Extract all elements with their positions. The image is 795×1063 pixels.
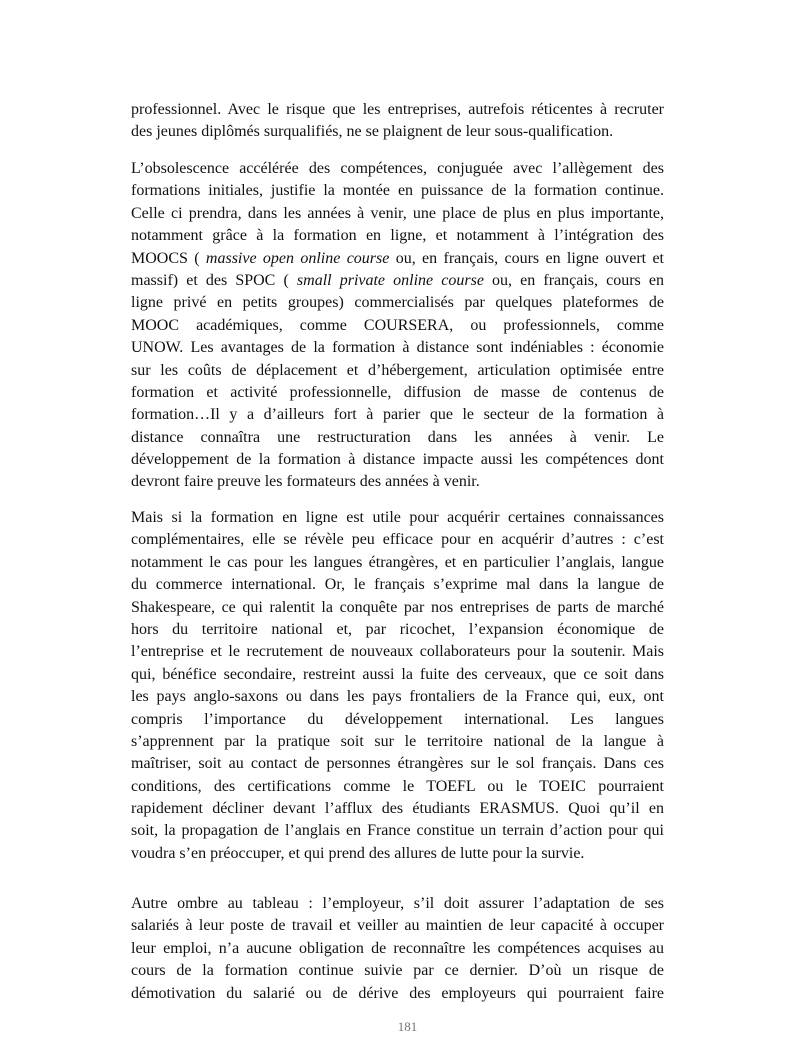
text-line: MOOC académiques, comme COURSERA, ou professionnels, comme — [131, 316, 664, 334]
paragraph — [131, 99, 664, 144]
text-line: l’entreprise et le recrutement de nouveaux collaborateurs pour la soutenir. Mais — [131, 643, 664, 661]
text-line: voudra s’en préoccuper, et qui prend des allures de lutte pour la survie. — [131, 844, 585, 862]
text-line: notamment le cas pour les langues étrangères, et en particulier l’anglais, langue — [131, 553, 664, 571]
text-line: des jeunes diplômés surqualifiés, ne se plaignent de leur sous-qualification. — [131, 123, 614, 141]
text-line: salariés à leur poste de travail et veiller au maintien de leur capacité à occuper — [131, 917, 664, 935]
text-line: notamment grâce à la formation en ligne, et notamment à l’intégration des — [131, 227, 664, 245]
text-line: devront faire preuve les formateurs des années à venir. — [131, 473, 480, 491]
text-line: massif) et des SPOC ( small private online course ou, en français, cours en — [131, 271, 665, 289]
italic-term: massive open online course — [205, 249, 390, 267]
page-number: 181 — [397, 1019, 418, 1034]
text-line: compris l’importance du développement international. Les langues — [131, 710, 664, 728]
text-line: du commerce international. Or, le français s’exprime mal dans la langue de — [131, 576, 664, 594]
text-line: développement de la formation à distance impacte aussi les compétences dont — [131, 451, 664, 469]
text-line: sur les coûts de déplacement et d’hébergement, articulation optimisée entre — [131, 361, 664, 379]
text-line: cours de la formation continue suivie par ce dernier. D’où un risque de — [131, 962, 664, 980]
text-line: L’obsolescence accélérée des compétences, conjuguée avec l’allègement des — [131, 160, 664, 177]
text-line: formation…Il y a d’ailleurs fort à parier que le secteur de la formation à — [131, 406, 664, 424]
text-line: démotivation du salarié ou de dérive des employeurs qui pourraient faire — [131, 984, 664, 1002]
text-line: soit, la propagation de l’anglais en France constitue un terrain d’action pour qui — [131, 822, 664, 840]
text-line: UNOW. Les avantages de la formation à distance sont indéniables : économie — [131, 339, 664, 357]
paragraph — [131, 158, 664, 494]
text-line: maîtriser, soit au contact de personnes étrangères sur le sol français. Dans ces — [131, 755, 664, 773]
text-line: Autre ombre au tableau : l’employeur, s’il doit assurer l’adaptation de ses — [131, 895, 664, 912]
text-line: les pays anglo-saxons ou dans les pays frontaliers de la France qui, eux, ont — [131, 688, 664, 706]
text-line: distance connaîtra une restructuration dans les années à venir. Le — [131, 428, 664, 446]
text-line: qui, bénéfice secondaire, restreint aussi la fuite des cerveaux, que ce soit dans — [131, 665, 664, 683]
text-line: formation et activité professionnelle, diffusion de masse de contenus de — [131, 383, 664, 401]
text-line: Mais si la formation en ligne est utile pour acquérir certaines connaissances — [131, 509, 664, 526]
text-line: complémentaires, elle se révèle peu efficace pour en acquérir d’autres : c’est — [131, 531, 664, 549]
text-line: hors du territoire national et, par ricochet, l’expansion économique de — [131, 620, 664, 638]
paragraph — [131, 893, 664, 1005]
text-line: s’apprennent par la pratique soit sur le territoire national de la langue à — [131, 732, 664, 750]
text-line: Shakespeare, ce qui ralentit la conquête par nos entreprises de parts de marché — [131, 598, 664, 616]
text-line: professionnel. Avec le risque que les entreprises, autrefois réticentes à recruter — [131, 101, 664, 118]
paragraph — [131, 507, 664, 865]
text-line: formations initiales, justifie la montée en puissance de la formation continue. — [131, 182, 664, 200]
text-line: rapidement décliner devant l’afflux des étudiants ERASMUS. Quoi qu’il en — [131, 800, 664, 818]
text-line: conditions, des certifications comme le TOEFL ou le TOEIC pourraient — [131, 777, 664, 795]
text-line: MOOCS ( massive open online course ou, en français, cours en ligne ouvert et — [131, 249, 665, 267]
text-line: leur emploi, n’a aucune obligation de reconnaître les compétences acquises au — [131, 939, 664, 957]
text-line: Celle ci prendra, dans les années à venir, une place de plus en plus importante, — [131, 204, 664, 222]
text-line: ligne privé en petits groupes) commercialisés par quelques plateformes de — [131, 294, 664, 312]
italic-term: small private online course — [296, 271, 484, 289]
